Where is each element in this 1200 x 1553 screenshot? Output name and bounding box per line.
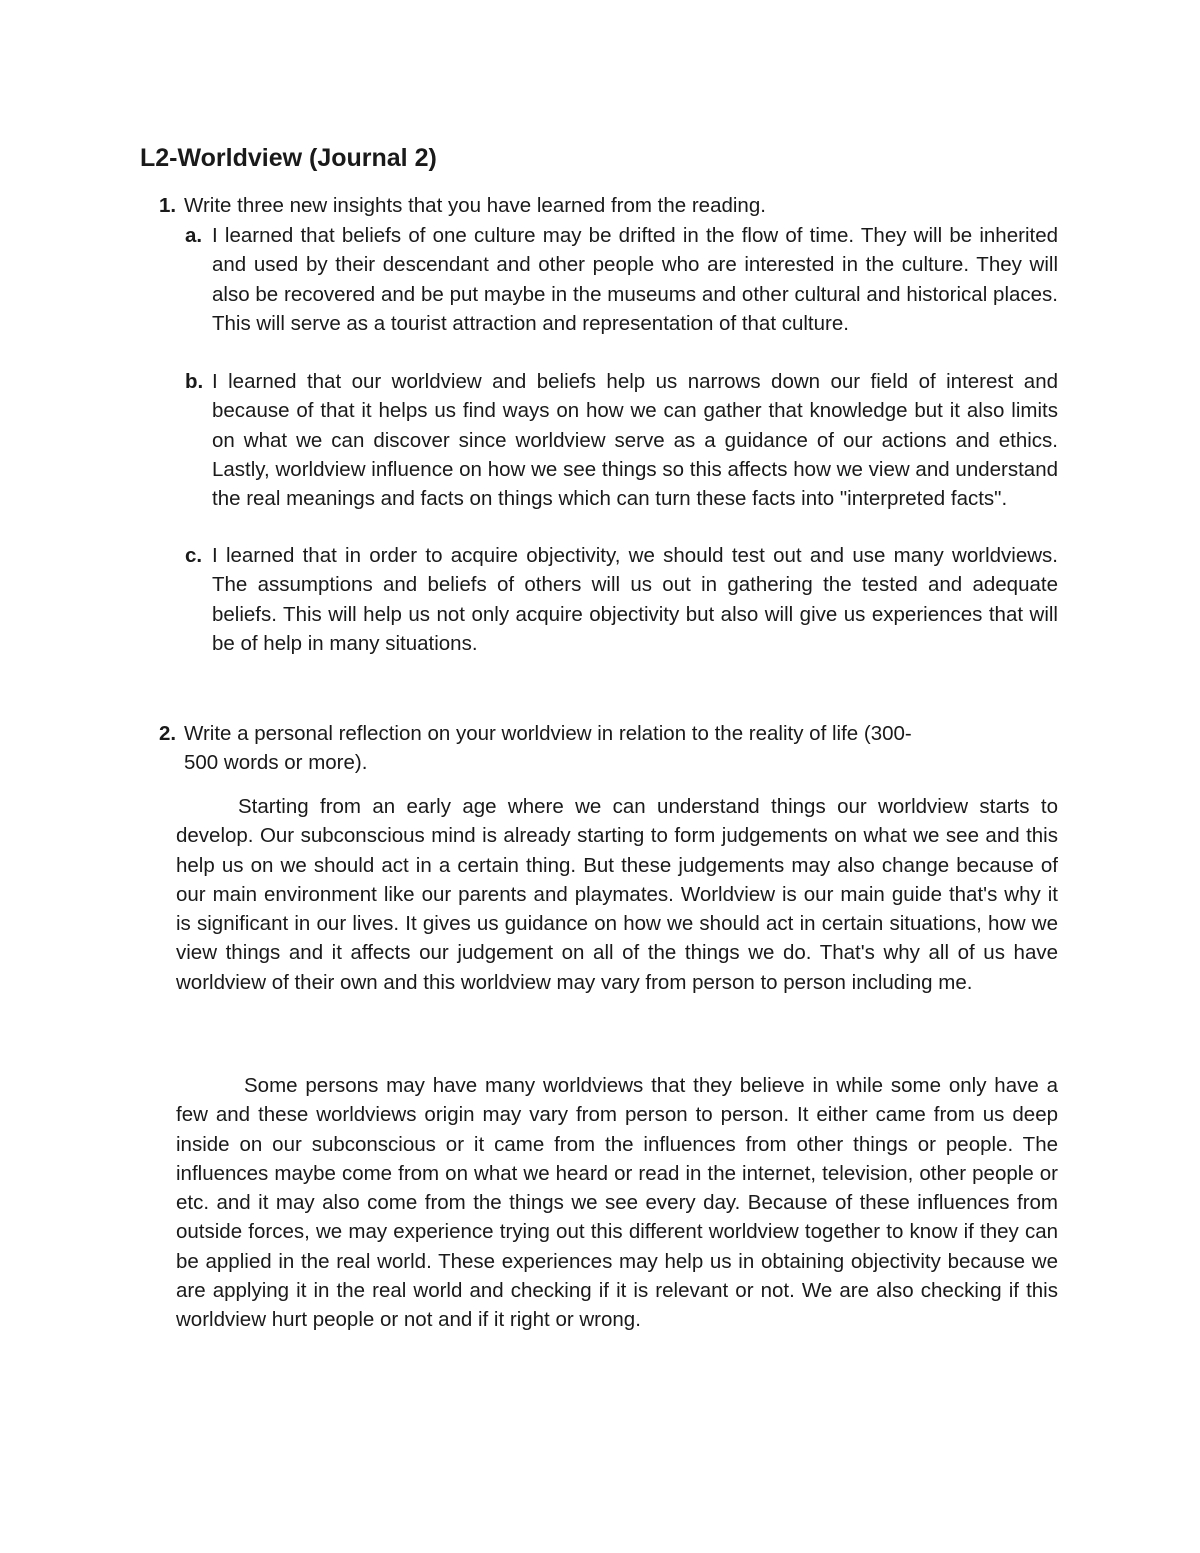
insight-b-letter: b. [185, 370, 204, 393]
insight-a-text: I learned that beliefs of one culture may be drifted in the flow of time. They will be inherited and used by their descendant and other people who are interested in the culture. They will also be recovered and be put maybe in the museums and other cultural and historical places. This will serve as a tourist attraction and representation of that culture. [212, 224, 1058, 335]
reflection-paragraph-1: Starting from an early age where we can understand things our worldview starts to develop. Our subconscious mind is already starting to form judgements on what we see and this help us on we should act in a certain thing. But these judgements may also change because of our main environment like our parents and playmates. Worldview is our main guide that's why it is significant in our lives. It gives us guidance on how we should act in certain situations, how we view things and it affects our judgement on all of the things we do. That's why all of us have worldview of their own and this worldview may vary from person to person including me. [176, 795, 1058, 994]
insight-c-text: I learned that in order to acquire objectivity, we should test out and use many worldviews. The assumptions and beliefs of others will us out in gathering the tested and adequate beliefs. This will help us not only acquire objectivity but also will give us experiences that will be of help in many situations. [212, 544, 1058, 655]
insight-item-a [185, 221, 1058, 338]
insight-item-c [185, 541, 1058, 658]
question-2-text-line1: Write a personal reflection on your worldview in relation to the reality of life (300- [184, 722, 912, 745]
question-1 [159, 191, 1059, 220]
question-2-text-line2: 500 words or more). [184, 751, 368, 775]
insight-b-text: I learned that our worldview and beliefs help us narrows down our field of interest and because of that it helps us find ways on how we can gather that knowledge but it also limits on what we can discover since worldview serve as a guidance of our actions and ethics. Lastly, worldview influence on how we see things so this affects how we view and understand the real meanings and facts on things which can turn these facts into "interpreted facts". [212, 370, 1058, 511]
question-2-number: 2. [159, 722, 177, 745]
reflection-paragraph-2: Some persons may have many worldviews that they believe in while some only have a few and these worldviews origin may vary from person to person. It either came from us deep inside on our subconscious or it came from the influences from other things or people. The influences maybe come from on what we heard or read in the internet, television, other people or etc. and it may also come from the things we see every day. Because of these influences from outside forces, we may experience trying out this different worldview together to know if they can be applied in the real world. These experiences may help us in obtaining objectivity because we are applying it in the real world and checking if it is relevant or not. We are also checking if this worldview hurt people or not and if it right or wrong. [176, 1074, 1058, 1332]
page-title: L2-Worldview (Journal 2) [140, 144, 437, 172]
insight-c-letter: c. [185, 544, 203, 567]
question-2 [159, 719, 1059, 778]
question-1-number: 1. [159, 194, 177, 217]
insight-item-b [185, 367, 1058, 513]
insight-a-letter: a. [185, 224, 203, 247]
question-1-text: Write three new insights that you have learned from the reading. [184, 194, 766, 217]
